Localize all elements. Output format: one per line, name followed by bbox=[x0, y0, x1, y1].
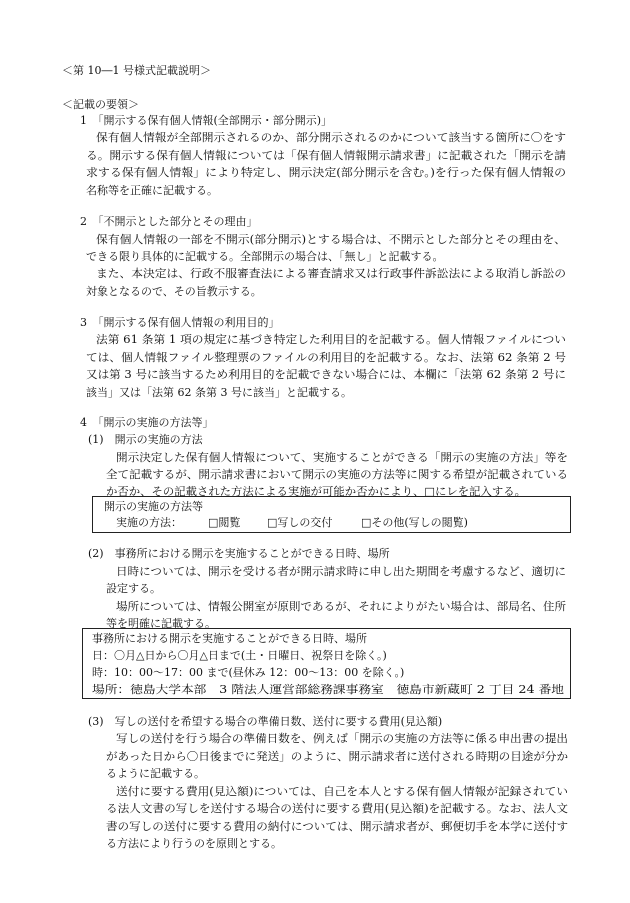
option-other-checkbox[interactable]: □その他(写しの閲覧) bbox=[361, 516, 468, 529]
subsection-3-line: 書の写しの送付に要する費用の納付については、開示請求者が、郵便切手を本学に送付す bbox=[106, 820, 568, 833]
subsection-2-heading: (2) 事務所における開示を実施することができる日時、場所 bbox=[88, 547, 390, 560]
section-1-line: 求する保有個人情報」により特定し、開示決定(部分開示を含む。)を行った保有個人情報の bbox=[86, 166, 566, 179]
method-box-title: 開示の実施の方法等 bbox=[104, 500, 203, 513]
document-title: ＜第 10―1 号様式記載説明＞ bbox=[62, 64, 211, 77]
section-2-line: 対象となるので、その旨教示する。 bbox=[86, 285, 262, 298]
subsection-3-line: るように記載する。 bbox=[106, 767, 205, 780]
subsection-2-line: 日時については、開示を受ける者が開示請求時に申し出た期間を考慮するなど、適切に bbox=[116, 565, 566, 578]
section-1-line: 名称等を正確に記載する。 bbox=[86, 184, 218, 197]
subsection-1-heading: (1) 開示の実施の方法 bbox=[88, 433, 203, 446]
subsection-3-line: があった日から〇日後までに発送」のように、開示請求者に送付される時期の目途が分か bbox=[106, 750, 568, 763]
subsection-3-line: 送付に要する費用(見込額)については、自己を本人とする保有個人情報が記録されてい bbox=[116, 785, 568, 798]
schedule-date: 日：〇月△日から〇月△日まで(土・日曜日、祝祭日を除く。) bbox=[92, 649, 387, 662]
schedule-box-title: 事務所における開示を実施することができる日時、場所 bbox=[92, 632, 367, 645]
section-2-line: 保有個人情報の一部を不開示(部分開示)とする場合は、不開示とした部分とその理由を、 bbox=[96, 233, 566, 246]
section-1-heading: 1 「開示する保有個人情報(全部開示・部分開示)」 bbox=[80, 114, 333, 127]
subsection-3-line: 写しの送付を行う場合の準備日数を、例えば「開示の実施の方法等に係る申出書の提出 bbox=[116, 732, 568, 745]
method-label: 実施の方法： bbox=[116, 516, 182, 529]
section-4-heading: 4 「開示の実施の方法等」 bbox=[80, 416, 214, 429]
section-2-line: また、本決定は、行政不服審査法による審査請求又は行政事件訴訟法による取消し訴訟の bbox=[96, 267, 566, 280]
section-2-heading: 2 「不開示とした部分とその理由」 bbox=[80, 215, 258, 228]
subsection-1-line: 全て記載するが、開示請求書において開示の実施の方法等に関する希望が記載されている bbox=[106, 468, 568, 481]
subsection-3-line: る方法により行うのを原則とする。 bbox=[106, 837, 282, 850]
subsection-1-line: 開示決定した保有個人情報について、実施することができる「開示の実施の方法」等を bbox=[116, 451, 568, 464]
section-1-line: 保有個人情報が全部開示されるのか、部分開示されるのかについて該当する箇所に〇をす bbox=[96, 131, 566, 144]
subsection-3-heading: (3) 写しの送付を希望する場合の準備日数、送付に要する費用(見込額) bbox=[88, 715, 443, 728]
subsection-3-line: る法人文書の写しを送付する場合の送付に要する費用(見込額)を記載する。なお、法人文 bbox=[106, 802, 568, 815]
schedule-place: 場所：徳島大学本部 3 階法人運営部総務課事務室 徳島市新蔵町 2 丁目 24 番地 bbox=[92, 683, 564, 696]
section-3-line: 該当」又は「法第 62 条第 3 号に該当」と記載する。 bbox=[86, 386, 352, 399]
subsection-2-line: 等を明確に記載する。 bbox=[106, 617, 216, 630]
option-viewing-checkbox[interactable]: □閲覧 bbox=[208, 516, 241, 529]
section-3-line: 又は第 3 号に該当するため利用目的を記載できない場合には、本欄に「法第 62 条第 2 号に bbox=[86, 368, 566, 381]
schedule-time: 時：10：00～17：00 まで(昼休み 12：00～13：00 を除く。) bbox=[92, 666, 405, 679]
section-3-heading: 3 「開示する保有個人情報の利用目的」 bbox=[80, 316, 280, 329]
subsection-2-line: 設定する。 bbox=[106, 582, 161, 595]
section-2-line: できる限り具体的に記載する。全部開示の場合は、「無し」と記載する。 bbox=[86, 250, 444, 263]
section-subtitle: ＜記載の要領＞ bbox=[62, 98, 139, 111]
option-copy-checkbox[interactable]: □写しの交付 bbox=[267, 516, 333, 529]
section-3-line: ては、個人情報ファイル整理票のファイルの利用目的を記載する。なお、法第 62 条第 2 号 bbox=[86, 351, 566, 364]
section-3-line: 法第 61 条第 1 項の規定に基づき特定した利用目的を記載する。個人情報ファイルについ bbox=[96, 333, 566, 346]
subsection-2-line: 場所については、情報公開室が原則であるが、それによりがたい場合は、部局名、住所 bbox=[116, 600, 566, 613]
subsection-1-line: か否か、その記載された方法による実施が可能か否かにより、□にレを記入する。 bbox=[106, 485, 526, 498]
section-1-line: る。開示する保有個人情報については「保有個人情報開示請求書」に記載された「開示を請 bbox=[86, 149, 566, 162]
